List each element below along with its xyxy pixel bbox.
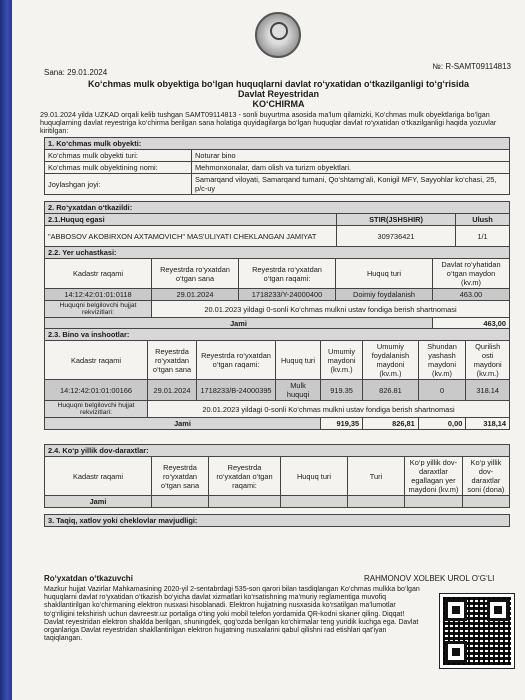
- section1-table: [44, 137, 510, 195]
- bld-col-common-area: Umumiy foydalanish maydoni (kv.m.): [363, 341, 419, 380]
- object-type-value: Noturar bino: [192, 150, 510, 162]
- owner-stir: 309736421: [337, 226, 456, 247]
- tree-col-date: Reyestrda ro‘yxatdan o‘tgan sana: [152, 457, 209, 496]
- bld-cadastre: 14:12:42:01:01:00166: [45, 380, 148, 401]
- section2-title: 2. Ro‘yxatdan o‘tkazildi:: [45, 202, 510, 214]
- land-area: 463.00: [433, 289, 510, 301]
- bld-col-footprint: Qurilish osti maydoni (kv.m.): [466, 341, 510, 380]
- buildings-title: 2.3. Bino va inshootlar:: [45, 329, 510, 341]
- restrictions-table: [44, 514, 510, 527]
- land-right: Doimiy foydalanish: [336, 289, 433, 301]
- owner-subtitle: 2.1.Huquq egasi: [45, 214, 337, 226]
- registrar-heading: Ro‘yxatdan o‘tkazuvchi: [44, 574, 133, 583]
- object-name-label: Ko‘chmas mulk obyektining nomi:: [45, 162, 192, 174]
- land-basis-label: Huquqni belgilovchi hujjat rekvizitlari:: [45, 301, 152, 318]
- bld-date: 29.01.2024: [148, 380, 197, 401]
- land-col-area: Davlat ro‘yhatidan o‘tgan maydon (kv.m): [433, 259, 510, 289]
- object-type-label: Ko‘chmas mulk obyekti turi:: [45, 150, 192, 162]
- intro-paragraph: 29.01.2024 yilda UZKAD orqali kelib tushgan SAMT09114813 - sonli buyurtma asosida ma’lum qilamizki, Ko‘chmas mulk obyektlariga bo‘lgan huquqlarning davlat reyestriga ko‘chirma berilgan sana holatiga quyidagilarga bo‘lgan huquqlar davlat ro‘yxatidan o‘tkazilganligi haqida yozuvlar kiritilgan:: [40, 110, 497, 136]
- land-col-cadastre: Kadastr raqami: [45, 259, 152, 289]
- bld-col-total-area: Umumiy maydoni (kv.m.): [321, 341, 363, 380]
- object-name-value: Mehmonxonalar, dam olish va turizm obyektlari.: [192, 162, 510, 174]
- land-col-number: Reyestrda ro‘yxatdan o‘tgan raqami:: [239, 259, 336, 289]
- land-date: 29.01.2024: [152, 289, 239, 301]
- tree-col-count: Ko‘p yillik dov-daraxtlar soni (dona): [462, 457, 509, 496]
- bld-total-area-sum: 919,35: [321, 418, 363, 430]
- bld-number: 1718233/B-24000395: [197, 380, 276, 401]
- bld-living-area: 0: [418, 380, 466, 401]
- bld-col-living-area: Shundan yashash maydoni (kv.m): [418, 341, 466, 380]
- buildings-table: [44, 328, 510, 430]
- document-subtitle: Davlat Reyestridan: [237, 89, 320, 99]
- bld-col-cadastre: Kadastr raqami: [45, 341, 148, 380]
- trees-table: [44, 444, 510, 508]
- document-number: №: R-SAMT09114813: [432, 62, 511, 71]
- tree-total-label: Jami: [45, 496, 152, 508]
- land-cadastre: 14:12:42:01:01:0118: [45, 289, 152, 301]
- tree-col-right: Huquq turi: [281, 457, 348, 496]
- land-total-label: Jami: [45, 318, 433, 330]
- land-plot-title: 2.2. Yer uchastkasi:: [45, 247, 510, 259]
- bld-col-right: Huquq turi: [276, 341, 321, 380]
- tree-col-area: Ko‘p yillik dov-daraxtlar egallagan yer maydoni (kv.m): [405, 457, 463, 496]
- tree-col-number: Reyestrda ro‘yxatdan o‘tgan raqami:: [209, 457, 281, 496]
- section1-title: 1. Ko‘chmas mulk obyekti:: [45, 138, 510, 150]
- stir-header: STIR(JSHSHIR): [337, 214, 456, 226]
- owner-name: "ABBOSOV AKOBIRXON AXTAMOVICH" MAS'ULIYATI CHEKLANGAN JAMIYAT: [45, 226, 337, 247]
- document-page: [12, 0, 525, 700]
- bld-basis-value: 20.01.2023 yildagi 0-sonli Ko‘chmas mulkni ustav fondiga berish shartnomasi: [148, 401, 510, 418]
- state-emblem-icon: [255, 12, 301, 58]
- document-title: Ko‘chmas mulk obyektiga bo‘lgan huquqlarni davlat ro‘yxatidan o‘tkazilganligi to‘g‘risida: [87, 79, 470, 89]
- land-number: 1718233/Y-24000400: [239, 289, 336, 301]
- section2-owner-table: [44, 201, 510, 247]
- restrictions-title: 3. Taqiq, xatlov yoki cheklovlar mavjudligi:: [45, 515, 510, 527]
- document-date: Sana: 29.01.2024: [44, 68, 108, 77]
- owner-ulush: 1/1: [456, 226, 510, 247]
- ulush-header: Ulush: [456, 214, 510, 226]
- bld-col-date: Reyestrda ro‘yxatdan o‘tgan sana: [148, 341, 197, 380]
- document-heading: KO‘CHIRMA: [252, 99, 305, 109]
- bld-right: Mulk huquqi: [276, 380, 321, 401]
- bld-common-area-sum: 826,81: [363, 418, 419, 430]
- bld-total-area: 919.35: [321, 380, 363, 401]
- bld-footprint: 318.14: [466, 380, 510, 401]
- land-basis-value: 20.01.2023 yildagi 0-sonli Ko‘chmas mulkni ustav fondiga berish shartnomasi: [152, 301, 510, 318]
- tree-col-cadastre: Kadastr raqami: [45, 457, 152, 496]
- binder-edge: [0, 0, 12, 700]
- bld-living-area-sum: 0,00: [418, 418, 466, 430]
- bld-total-label: Jami: [45, 418, 321, 430]
- location-label: Joylashgan joyi:: [45, 174, 192, 195]
- bld-common-area: 826.81: [363, 380, 419, 401]
- bld-basis-label: Huquqni belgilovchi hujjat rekvizitlari:: [45, 401, 148, 418]
- trees-title: 2.4. Ko‘p yillik dov-daraxtlar:: [45, 445, 510, 457]
- registrar-name: RAHMONOV XOLBEK UROL O‘G‘LI: [364, 574, 495, 583]
- land-col-right: Huquq turi: [336, 259, 433, 289]
- legal-notice: Mazkur hujjat Vazirlar Mahkamasining 2020-yil 2-sentabrdagi 535-son qarori bilan tasdiqlangan Ko‘chmas mulkka bo‘lgan huquqlarni davlat ro‘yxatidan o‘tkazish bo‘yicha davlat xizmatlari ko‘rsatishning ma’muriy reglamentiga muvofiq shakllantirilgan ko‘chirmaning elektron nusxasi hisoblanadi. Elektron hujjatning nusxasida ko‘rsatilgan ma’lumotlar to‘g‘riligini tekshirish uchun davreestr.uz portaliga o‘ting yoki mobil telefon yordamida QR-kodni skaner qiling. Diqqat! Davlat reyestridan elektron shaklda berilgan, shuningdek, qog‘ozda berilgan ko‘chirmalar teng yuridik kuchga ega. Davlat organlariga Davlat reyestridan shakllantirilgan elektron hujjatning nusxalarini qabul qilishni rad etishlari qat’iyan taqiqlangan.: [44, 586, 420, 643]
- tree-col-type: Turi: [348, 457, 405, 496]
- qr-code-icon[interactable]: [440, 594, 514, 668]
- location-value: Samarqand viloyati, Samarqand tumani, Qo‘shtamg‘ali, Konigil MFY, Sayyohlar ko‘chasi, 25, p/c-uy: [192, 174, 510, 195]
- land-col-date: Reyestrda ro‘yxatdan o‘tgan sana: [152, 259, 239, 289]
- bld-col-number: Reyestrda ro‘yxatdan o‘tgan raqami:: [197, 341, 276, 380]
- land-total-value: 463,00: [433, 318, 510, 330]
- bld-footprint-sum: 318,14: [466, 418, 510, 430]
- land-plot-table: [44, 246, 510, 330]
